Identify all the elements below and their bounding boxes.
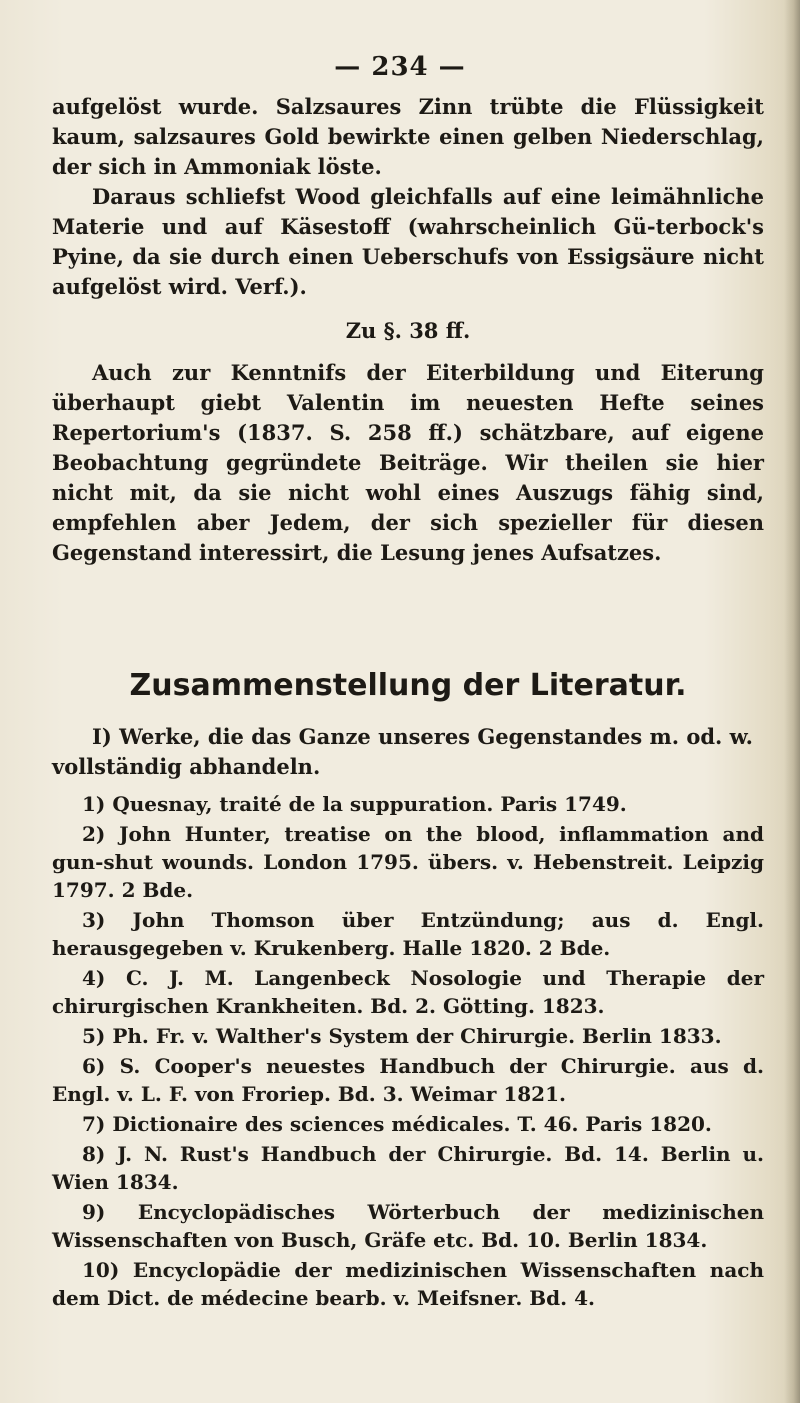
reference-list <box>52 790 764 1314</box>
reference-item: 6) S. Cooper's neuestes Handbuch der Chirurgie. aus d. Engl. v. L. F. von Froriep. Bd. 3. Weimar 1821. <box>52 1054 764 1106</box>
page-edge-shadow <box>784 0 800 1403</box>
reference-item: 7) Dictionaire des sciences médicales. T. 46. Paris 1820. <box>82 1112 712 1136</box>
reference-item: 2) John Hunter, treatise on the blood, inflammation and gun-shut wounds. London 1795. übers. v. Hebenstreit. Leipzig 1797. 2 Bde. <box>52 822 764 902</box>
literature-title: Zusammenstellung der Literatur. <box>129 668 687 703</box>
reference-item: 4) C. J. M. Langenbeck Nosologie und Therapie der chirurgischen Krankheiten. Bd. 2. Götting. 1823. <box>52 966 764 1018</box>
literature-subheading: I) Werke, die das Ganze unseres Gegenstandes m. od. w. vollständig abhandeln. <box>52 724 753 779</box>
reference-item: 10) Encyclopädie der medizinischen Wissenschaften nach dem Dict. de médecine bearb. v. Meifsner. Bd. 4. <box>52 1258 764 1310</box>
intro-paragraph-2: Daraus schliefst Wood gleichfalls auf eine leimähnliche Materie und auf Käsestoff (wahrscheinlich Gü-terbock's Pyine, da sie durch einen Ueberschufs von Essigsäure nicht aufgelöst wird. Verf.). <box>52 184 764 299</box>
intro-section <box>52 92 764 568</box>
section-heading: Zu §. 38 ff. <box>345 318 471 343</box>
reference-item: 9) Encyclopädisches Wörterbuch der medizinischen Wissenschaften von Busch, Gräfe etc. Bd. 10. Berlin 1834. <box>52 1200 764 1252</box>
reference-item: 8) J. N. Rust's Handbuch der Chirurgie. Bd. 14. Berlin u. Wien 1834. <box>52 1142 764 1194</box>
reference-item: 1) Quesnay, traité de la suppuration. Paris 1749. <box>82 792 627 816</box>
intro-paragraph-1: aufgelöst wurde. Salzsaures Zinn trübte die Flüssigkeit kaum, salzsaures Gold bewirkte einen gelben Niederschlag, der sich in Ammoniak löste. <box>52 94 764 179</box>
reference-item: 3) John Thomson über Entzündung; aus d. Engl. herausgegeben v. Krukenberg. Halle 1820. 2 Bde. <box>52 908 764 960</box>
page-number: — 234 — <box>334 52 466 82</box>
intro-paragraph-3: Auch zur Kenntnifs der Eiterbildung und Eiterung überhaupt giebt Valentin im neuesten Hefte seines Repertorium's (1837. S. 258 ff.) schätzbare, auf eigene Beobachtung gegründete Beiträge. Wir theilen sie hier nicht mit, da sie nicht wohl eines Auszugs fähig sind, empfehlen aber Jedem, der sich spezieller für diesen Gegenstand interessirt, die Lesung jenes Aufsatzes. <box>52 360 764 565</box>
reference-item: 5) Ph. Fr. v. Walther's System der Chirurgie. Berlin 1833. <box>82 1024 722 1048</box>
